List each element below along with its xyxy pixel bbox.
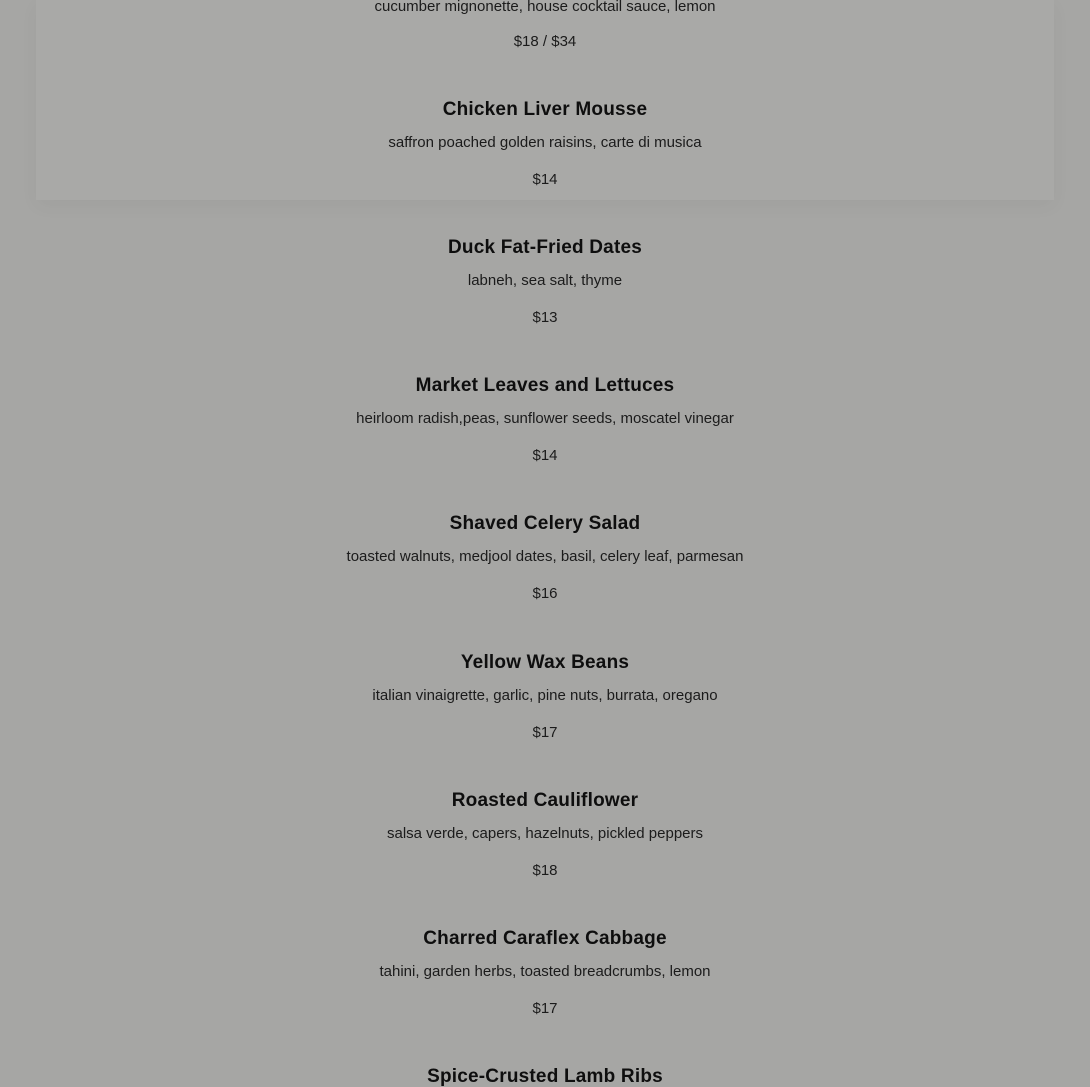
item-description: salsa verde, capers, hazelnuts, pickled peppers — [386, 825, 703, 842]
item-price: $13 — [532, 309, 558, 326]
item-description: toasted walnuts, medjool dates, basil, celery leaf, parmesan — [346, 548, 744, 565]
menu-item — [0, 652, 1090, 742]
item-name: Shaved Celery Salad — [449, 513, 641, 534]
item-price: $18 / $34 — [513, 33, 577, 50]
item-description: tahini, garden herbs, toasted breadcrumbs, lemon — [379, 963, 711, 980]
item-name: Roasted Cauliflower — [451, 790, 639, 811]
item-price: $17 — [532, 724, 558, 741]
menu-item — [0, 513, 1090, 603]
item-name: Market Leaves and Lettuces — [415, 375, 675, 396]
item-name: Duck Fat-Fried Dates — [447, 237, 643, 258]
item-name: Chicken Liver Mousse — [442, 99, 648, 120]
menu-item — [0, 99, 1090, 189]
item-name: Yellow Wax Beans — [460, 652, 630, 673]
item-price: $14 — [532, 171, 558, 188]
menu-item — [0, 237, 1090, 327]
item-price: $17 — [532, 1000, 558, 1017]
item-description: heirloom radish,peas, sunflower seeds, moscatel vinegar — [356, 410, 734, 427]
item-description: italian vinaigrette, garlic, pine nuts, burrata, oregano — [372, 687, 718, 704]
item-price: $18 — [532, 862, 558, 879]
menu-item — [0, 1066, 1090, 1087]
item-price: $14 — [532, 447, 558, 464]
menu-item — [0, 375, 1090, 465]
item-price: $16 — [532, 585, 558, 602]
menu-item — [0, 928, 1090, 1018]
item-description: labneh, sea salt, thyme — [467, 272, 623, 289]
item-description: cucumber mignonette, house cocktail sauce, lemon — [374, 0, 716, 15]
item-description: saffron poached golden raisins, carte di musica — [388, 134, 702, 151]
menu-item — [0, 790, 1090, 880]
item-name: Spice-Crusted Lamb Ribs — [427, 1066, 663, 1087]
item-name: Charred Caraflex Cabbage — [423, 928, 667, 949]
